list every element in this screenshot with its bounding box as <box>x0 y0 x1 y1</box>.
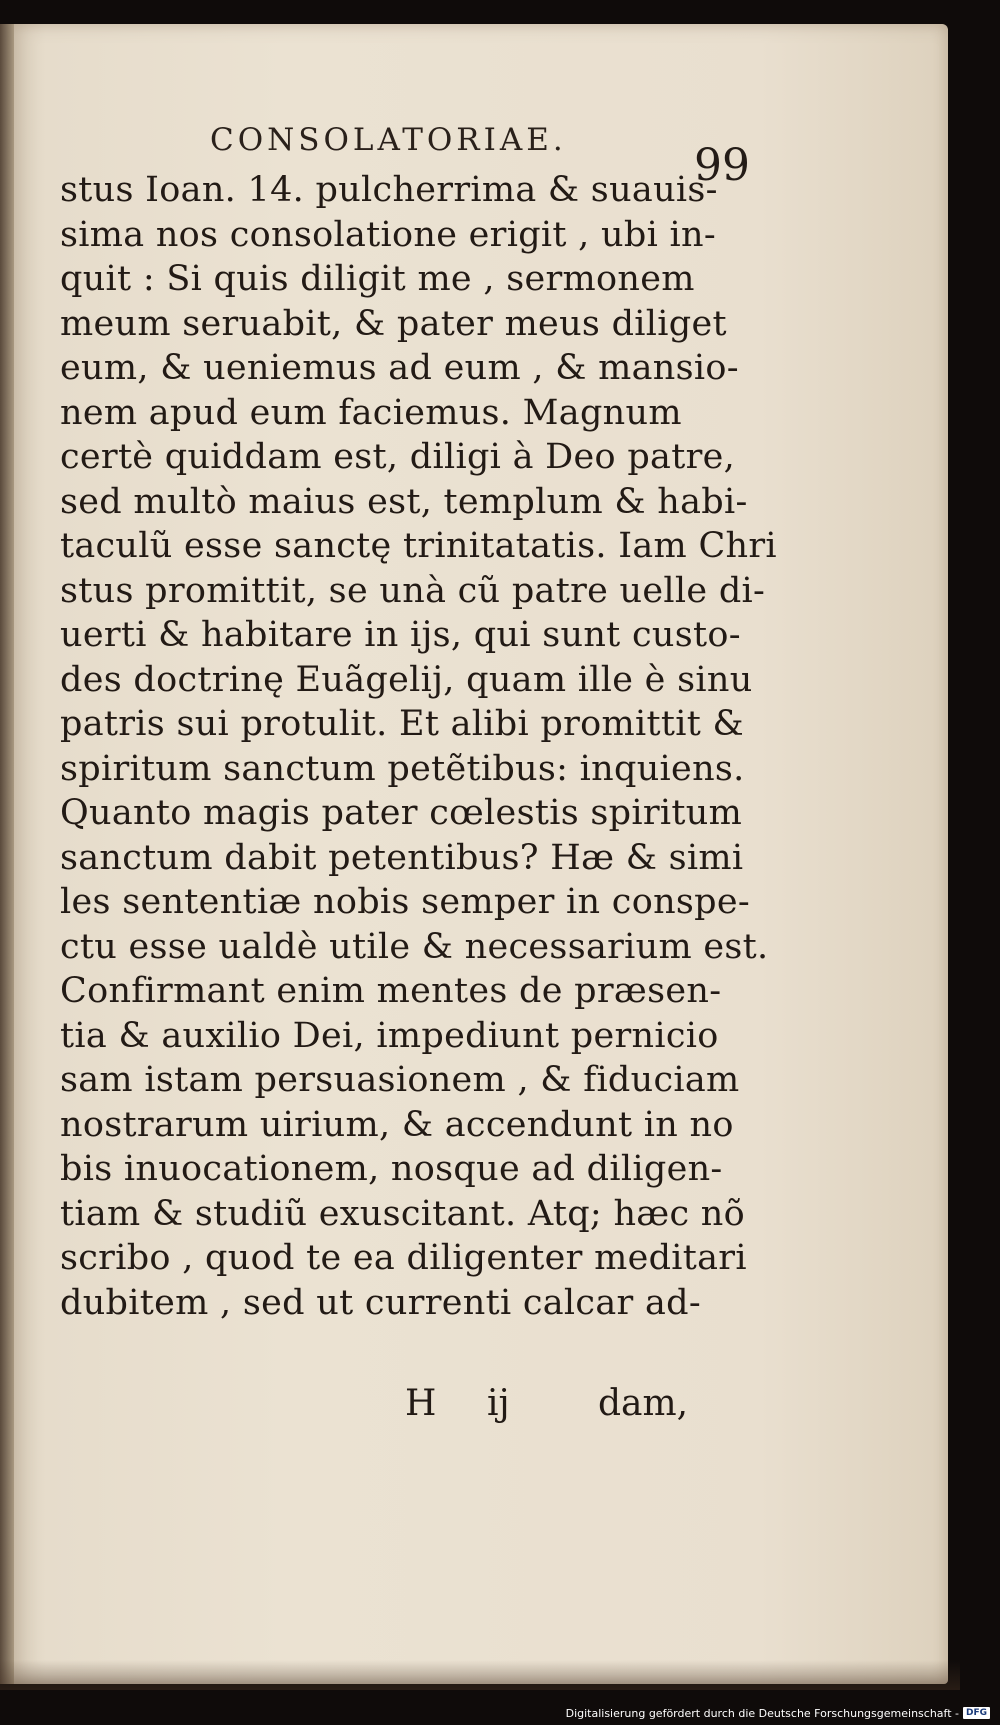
text-line: eum, & ueniemus ad eum , & mansio- <box>60 348 739 388</box>
text-line: stus Ioan. 14. pulcherrima & suauis- <box>60 170 718 210</box>
footer-credit: Digitalisierung gefördert durch die Deutsche Forschungsgemeinschaft - <box>565 1706 959 1720</box>
text-line: stus promittit, se unà cũ patre uelle di- <box>60 570 766 611</box>
text-line: uerti & habitare in ijs, qui sunt custo- <box>60 615 741 655</box>
page-bottom-edge <box>0 1660 960 1690</box>
text-line: meum seruabit, & pater meus diliget <box>60 303 727 344</box>
text-line: tiam & studiũ exuscitant. Atq; hæc nõ <box>60 1193 746 1234</box>
catchword: dam, <box>598 1383 689 1424</box>
text-line: patris sui protulit. Et alibi promittit & <box>60 704 744 744</box>
signature-mark: H <box>405 1383 437 1424</box>
page-number: 99 <box>694 140 750 191</box>
text-line: nem apud eum faciemus. Magnum <box>60 392 682 433</box>
running-header: CONSOLATORIAE. <box>210 122 567 158</box>
text-line: sed multò maius est, templum & habi- <box>60 481 748 522</box>
signature-number: ij <box>487 1383 510 1424</box>
text-line: quit : Si quis diligit me , sermonem <box>60 259 695 299</box>
text-line: tia & auxilio Dei, impediunt pernicio <box>60 1015 719 1056</box>
text-line: taculũ esse sanctę trinitatatis. Iam Chri <box>60 526 777 566</box>
text-line: ctu esse ualdè utile & necessarium est. <box>60 926 769 967</box>
text-line: sima nos consolatione erigit , ubi in- <box>60 214 716 255</box>
text-line: Confirmant enim mentes de præsen- <box>60 971 722 1011</box>
text-line: spiritum sanctum petẽtibus: inquiens. <box>60 748 745 789</box>
text-line: des doctrinę Euãgelij, quam ille è sinu <box>60 659 753 700</box>
text-line: dubitem , sed ut currenti calcar ad- <box>60 1282 701 1323</box>
text-line: certè quiddam est, diligi à Deo patre, <box>60 437 736 477</box>
text-line: sam istam persuasionem , & fiduciam <box>60 1060 740 1100</box>
digitization-footer <box>566 1705 990 1721</box>
text-line: nostrarum uirium, & accendunt in no <box>60 1104 734 1145</box>
text-line: sanctum dabit petentibus? Hæ & simi <box>60 837 744 878</box>
dfg-logo-icon: DFG <box>963 1707 990 1719</box>
body-text <box>60 168 780 1325</box>
page-gutter-edge <box>0 24 14 1684</box>
text-line: Quanto magis pater cœlestis spiritum <box>60 793 743 833</box>
text-line: les sententiæ nobis semper in conspe- <box>60 882 751 922</box>
text-line: scribo , quod te ea diligenter meditari <box>60 1238 747 1278</box>
signature-line <box>405 1383 725 1433</box>
text-line: bis inuocationem, nosque ad diligen- <box>60 1149 723 1189</box>
